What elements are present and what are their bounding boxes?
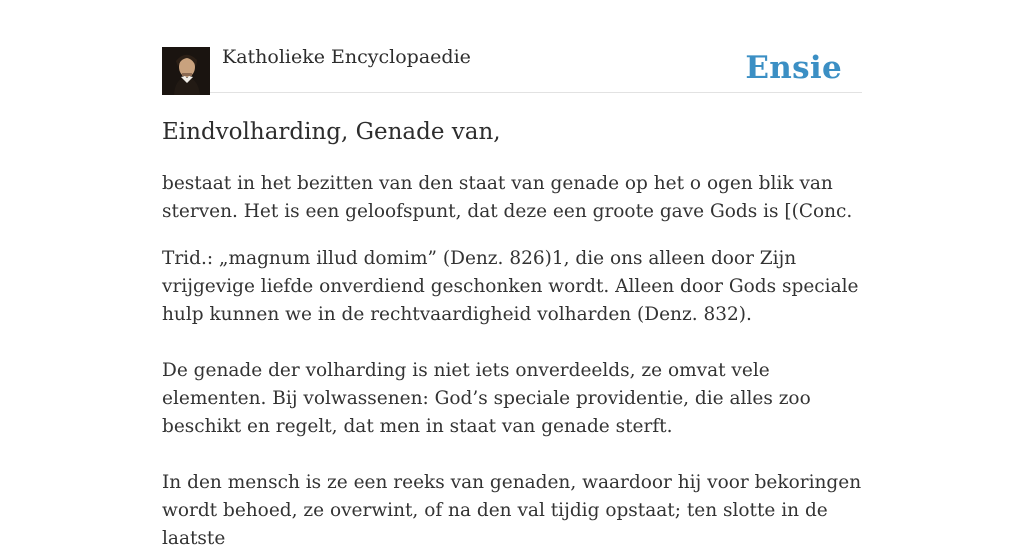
brand-logo[interactable]: Ensie (745, 50, 842, 86)
paragraph: bestaat in het bezitten van den staat van genade op het o ogen blik van sterven. Het is een geloofspunt, dat deze een groote gave Gods is [(Conc. (162, 173, 853, 222)
article-page (162, 40, 862, 553)
paragraph: Trid.: „magnum illud domim” (Denz. 826)1, die ons alleen door Zijn vrijgevige liefde onverdiend geschonken wordt. Alleen door Gods speciale hulp kunnen we in de rechtvaardigheid volharden (Denz. 832). (162, 248, 859, 325)
paragraph: De genade der volharding is niet iets onverdeelds, ze omvat vele elementen. Bij volwassenen: God’s speciale providentie, die alles zoo beschikt en regelt, dat men in staat van genade sterft. (162, 360, 811, 437)
source-name[interactable]: Katholieke Encyclopaedie (222, 46, 471, 68)
header (162, 40, 862, 93)
paragraph: In den mensch is ze een reeks van genaden, waardoor hij voor bekoringen wordt behoed, ze overwint, of na den val tijdig opstaat; ten slotte in de laatste (162, 472, 862, 549)
portrait-avatar-icon[interactable] (162, 47, 210, 95)
page-title: Eindvolharding, Genade van, (162, 119, 501, 145)
